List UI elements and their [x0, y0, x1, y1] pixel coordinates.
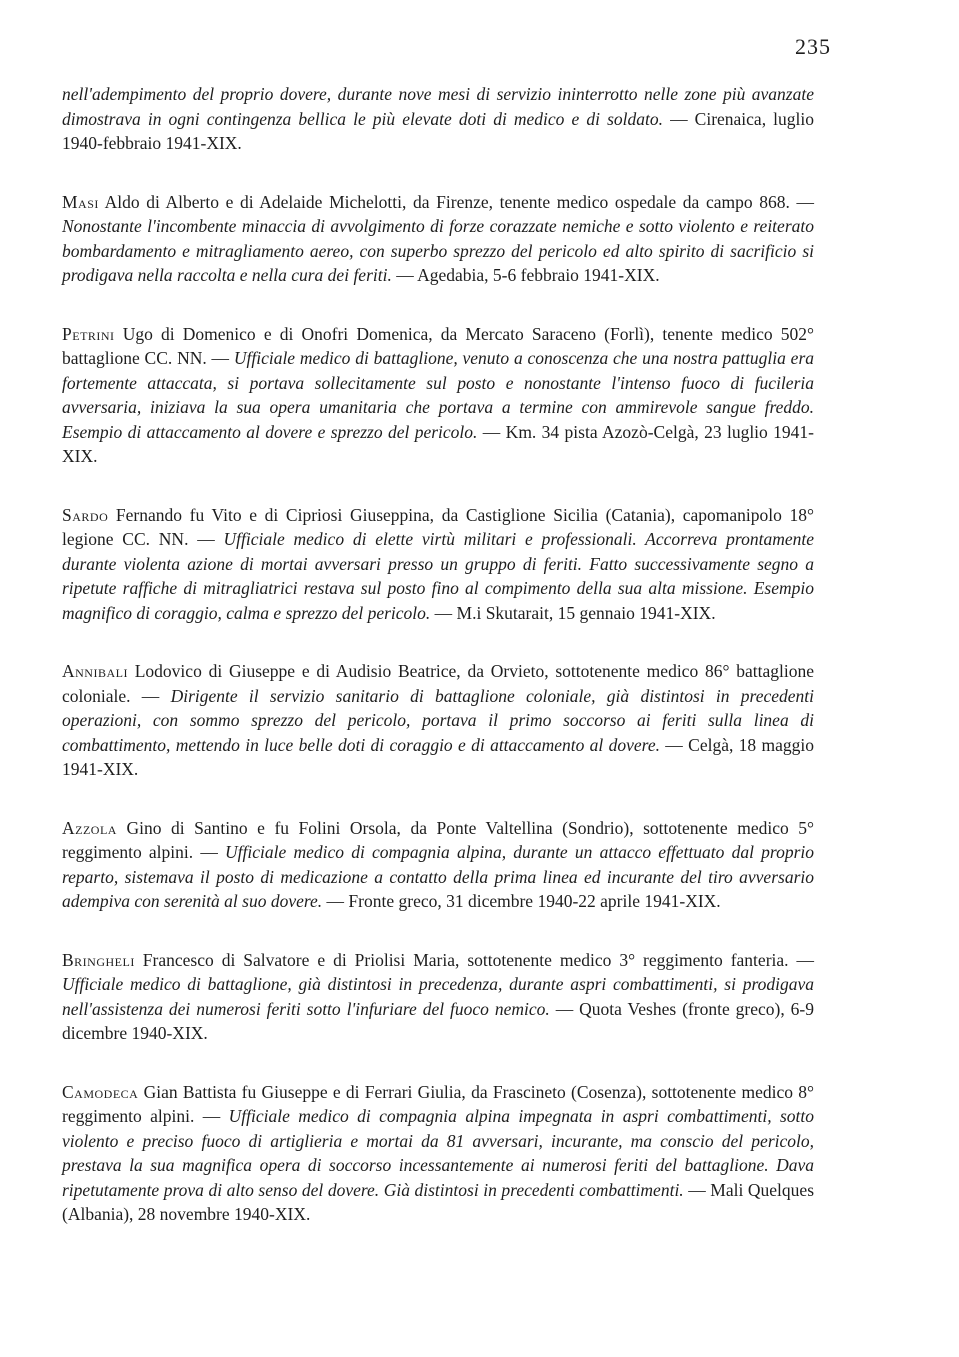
citation-entry	[62, 503, 814, 626]
entry-details: Francesco di Salvatore e di Priolisi Maria, sottotenente medico 3° reggimento fanteria. —	[134, 949, 814, 970]
document-body	[62, 82, 814, 1227]
opening-paragraph	[62, 82, 814, 156]
entry-details: Aldo di Alberto e di Adelaide Michelotti, da Firenze, tenente medico ospedale da campo 868. —	[98, 191, 814, 212]
entry-details: Gino di Santino e fu Folini Orsola, da Ponte Valtellina (Sondrio), sottotenente medico 5° reggimento alpini. —	[62, 817, 814, 862]
citation-entry	[62, 1080, 814, 1227]
entry-details: Ugo di Domenico e di Onofri Domenica, da Mercato Saraceno (Forlì), tenente medico 502° battaglione CC. NN. —	[62, 323, 814, 368]
place-date: — Celgà, 18 maggio 1941-XIX.	[62, 734, 814, 779]
citation-entry	[62, 659, 814, 782]
motivation-text: Ufficiale medico di compagnia alpina impegnata in aspri combattimenti, sotto violento e preciso fuoco di artiglieria e mortai da 81 avversari, incurante, ma conscio del pericolo, prestava la sua magnifica opera di soccorso incessantemente ai numerosi feriti del battaglione. Dava ripetutamente prova di alto senso del dovere. Già distintosi in precedenti combattimenti.	[62, 1106, 814, 1200]
place-date: — Quota Veshes (fronte greco), 6-9 dicembre 1940-XIX.	[62, 998, 814, 1043]
place-date: — Km. 34 pista Azozò-Celgà, 23 luglio 1941-XIX.	[62, 421, 814, 466]
citation-entry	[62, 190, 814, 288]
motivation-text: nell'adempimento del proprio dovere, durante nove mesi di servizio ininterrotto nelle zone più avanzate dimostrava in ogni contingenza bellica le più elevate doti di medico e di soldato.	[62, 84, 814, 129]
entry-details: Gian Battista fu Giuseppe e di Ferrari Giulia, da Frascineto (Cosenza), sottotenente medico 8° reggimento alpini. —	[62, 1081, 814, 1126]
citation-entry	[62, 816, 814, 914]
motivation-text: Dirigente il servizio sanitario di battaglione coloniale, già distintosi in precedenti operazioni, con sommo sprezzo del pericolo, portava il primo soccorso ai feriti sulla linea di combattimento, mettendo in luce belle doti di coraggio e di attaccamento al dovere.	[62, 685, 815, 755]
surname: Annibali	[62, 661, 128, 681]
motivation-text: Nonostante l'incombente minaccia di avvolgimento di forze corazzate nemiche e sotto violento e reiterato bombardamento e mitragliamento aereo, con superbo sprezzo del pericolo ed alto spirito di sacrificio si prodigava nella raccolta e nella cura dei feriti.	[62, 216, 814, 285]
place-date: — M.i Skutarait, 15 gennaio 1941-XIX.	[430, 602, 716, 623]
entry-details: Lodovico di Giuseppe e di Audisio Beatrice, da Orvieto, sottotenente medico 86° battaglione coloniale. —	[62, 661, 814, 706]
motivation-text: Ufficiale medico di elette virtù militari e professionali. Accorreva prontamente durante violenta azione di mortai avversari presso un gruppo di feriti. Fatto successivamente segno a ripetute raffiche di mitragliatrici restava sul posto fino al compimento della sua alta missione. Esempio magnifico di coraggio, calma e sprezzo del pericolo.	[62, 529, 814, 623]
surname: Camodeca	[62, 1081, 139, 1102]
place-date: — Agedabia, 5-6 febbraio 1941-XIX.	[391, 265, 660, 285]
entry-details: Fernando fu Vito e di Cipriosi Giuseppina, da Castiglione Sicilia (Catania), capomanipolo 18° legione CC. NN. —	[62, 504, 814, 549]
surname: Petrini	[62, 323, 115, 344]
place-date: — Fronte greco, 31 dicembre 1940-22 aprile 1941-XIX.	[322, 891, 721, 911]
citation-entry	[62, 322, 814, 469]
motivation-text: Ufficiale medico di compagnia alpina, durante un attacco effettuato dal proprio reparto, sistemava il posto di medicazione a contatto della prima linea ed incurante del tiro avversario adempiva con serenità al suo dovere.	[62, 842, 814, 911]
surname: Sardo	[62, 504, 109, 525]
place-date: — Cirenaica, luglio 1940-febbraio 1941-XIX.	[62, 108, 814, 153]
motivation-text: Ufficiale medico di battaglione, venuto a conoscenza che una nostra pattuglia era fortemente attaccata, si portava sollecitamente sul posto e nonostante l'intenso fuoco di fucileria avversaria, iniziava la sua opera umanitaria che portava a termine con ammirevole sangue freddo. Esempio di attaccamento al dovere e sprezzo del pericolo.	[62, 348, 814, 442]
citation-entry	[62, 948, 814, 1046]
surname: Azzola	[62, 817, 117, 838]
surname: Masi	[62, 191, 99, 212]
motivation-text: Ufficiale medico di battaglione, già distintosi in precedenza, durante aspri combattimenti, si prodigava nell'assistenza dei numerosi feriti sotto l'infuriare del fuoco nemico.	[62, 974, 814, 1019]
surname: Bringheli	[62, 949, 135, 970]
page-number: 235	[795, 34, 831, 59]
place-date: — Mali Quelques (Albania), 28 novembre 1940-XIX.	[62, 1179, 815, 1224]
